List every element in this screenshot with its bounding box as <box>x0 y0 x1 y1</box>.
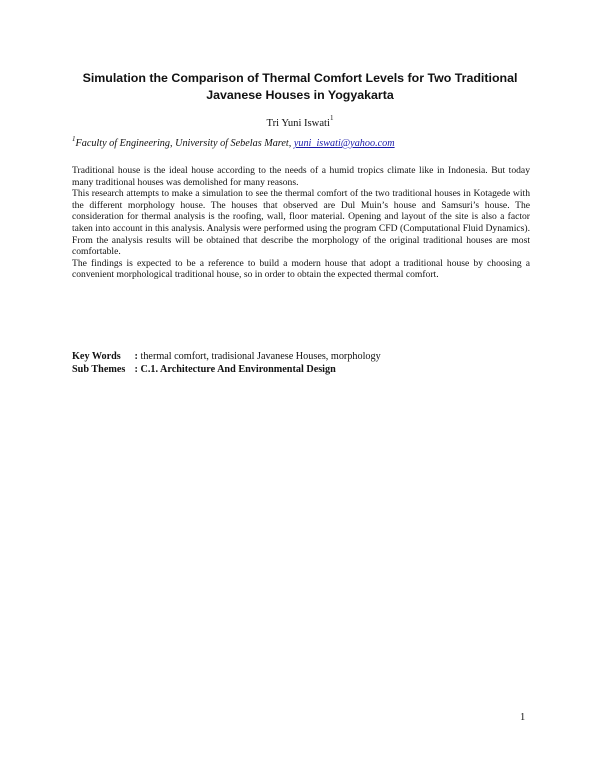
title-line-2: Javanese Houses in Yogyakarta <box>206 88 394 102</box>
subtheme-label: Sub Themes <box>72 363 126 375</box>
author-name: Tri Yuni Iswati <box>266 118 330 129</box>
affiliation-text: Faculty of Engineering, University of Sebelas Maret, <box>75 138 294 149</box>
abstract-paragraph-3: The findings is expected to be a reference to build a modern house that adopt a traditional house by choosing a convenient morphological traditional house, so in order to obtain the expected thermal comfort. <box>72 257 530 281</box>
paper-title <box>60 70 540 104</box>
keywords-label: Key Words <box>72 351 121 362</box>
subtheme-text: C.1. Architecture And Environmental Design <box>140 363 336 375</box>
abstract-paragraph-1: Traditional house is the ideal house according to the needs of a humid tropics climate like in Indonesia. But today many traditional houses was demolished for many reasons. <box>72 165 530 188</box>
subtheme-separator: : <box>134 363 138 375</box>
keywords-row <box>72 351 532 364</box>
abstract-paragraph-2: This research attempts to make a simulation to see the thermal comfort of the two traditional houses in Kotagede with the different morphology house. The houses that observed are Dul Muin’s house and Samsuri’s house. The consideration for thermal analysis is the roofing, wall, floor material. Opening and layout of the site is also a factor taken into account in this analysis. Analysis were performed using the program CFD (Computational Fluid Dynamics). From the analysis results will be obtained that describe the morphology of the original traditional houses are most comfortable. <box>72 188 530 258</box>
abstract <box>72 165 530 281</box>
keywords-text: thermal comfort, tradisional Javanese Houses, morphology <box>140 351 381 362</box>
keywords-block <box>72 351 532 376</box>
keywords-separator: : <box>134 351 138 362</box>
subtheme-row <box>72 364 532 377</box>
affiliation-superscript: 1 <box>72 134 76 143</box>
affiliation-line <box>72 134 395 151</box>
author-line <box>0 114 600 131</box>
title-line-1: Simulation the Comparison of Thermal Comfort Levels for Two Traditional <box>82 71 518 85</box>
email-link[interactable]: yuni_iswati@yahoo.com <box>293 138 395 149</box>
author-superscript: 1 <box>329 114 334 123</box>
page-number: 1 <box>520 712 526 723</box>
